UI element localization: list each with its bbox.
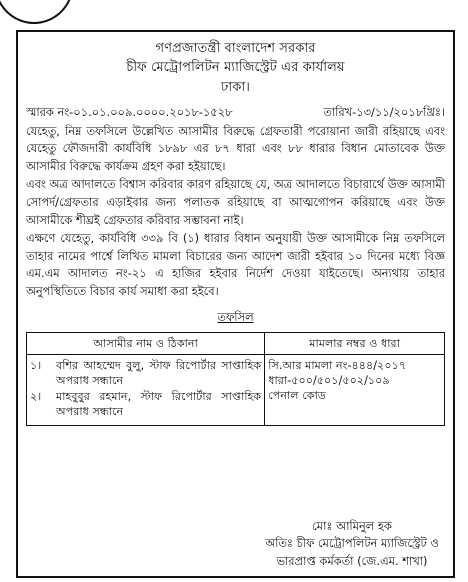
accused-item (30, 358, 261, 388)
court-notice (16, 30, 455, 578)
paragraph-2: এবং অত্র আদালতে বিশ্বাস করিবার কারণ রহিয়াছে যে, অত্র আদালতে বিচারার্থে উক্ত আসামী সোপর্দ/গ্রেফতার এড়াইবার জন্য পলাতক রহিয়াছে বা আত্মগোপন করিয়াছে এবং উক্ত আসামীকে শীঘ্রই গ্রেফতার করিবার সম্ভাবনা নাই। (26, 177, 445, 227)
office-city: ঢাকা। (220, 80, 251, 95)
case-code: পেনাল কোড (268, 389, 327, 403)
case-sections: ধারা-৫০০/৫০১/৫০২/১০৯ (268, 374, 390, 388)
accused-details: বশির আহম্মেদ বুলু, স্টাফ রিপোর্টার সাপ্তাহিক অপরাধ সন্ধানে (56, 359, 262, 388)
memo-line (26, 104, 445, 122)
signatory-name: মোঃ আমিনুল হক (312, 518, 392, 533)
paragraph-1: যেহেতু, নিম্ন তফসিলে উল্লেখিত আসামীর বিরুদ্ধে গ্রেফতারী পরোয়ানা জারী রহিয়াছে এবং যেহেতু ফৌজদারী কার্যবিধি ১৮৯৮ এর ৮৭ ধারা এবং ৮৮ ধারার বিধান মোতাবেক উক্ত আসামীর বিরুদ্ধে কার্যক্রম গ্রহণ করা হইয়াছে। (26, 123, 445, 173)
memo-number: স্মারক নং-০১.০১.০০৯.০০০০.২০১৮-১৫২৮ (26, 105, 233, 119)
office-name: চীফ মেট্রোপলিটন ম্যাজিস্ট্রেট এর কার্যালয় (126, 60, 345, 75)
signatory-title: অতিঃ চীফ মেট্রোপলিটন ম্যাজিস্ট্রেট ও (265, 536, 439, 550)
accused-number: ১। (30, 359, 42, 373)
schedule-heading-text: তফসিল (217, 309, 254, 324)
case-cell (265, 355, 445, 426)
government-name: গণপ্রজাতন্ত্রী বাংলাদেশ সরকার (155, 41, 316, 56)
case-number: সি.আর মামলা নং-৪৪৪/২০১৭ (268, 359, 407, 373)
column-header-accused: আসামীর নাম ও ঠিকানা (27, 333, 265, 355)
signature-block (261, 518, 443, 571)
column-header-case: মামলার নম্বর ও ধারা (265, 333, 445, 355)
accused-item (30, 389, 261, 419)
schedule-heading (26, 309, 445, 327)
table-header-row (27, 333, 445, 355)
table-row (27, 355, 445, 426)
signatory-office: ভারপ্রাপ্ত কর্মকর্তা (জে.এম. শাখা) (276, 553, 428, 568)
paragraph-3: এক্ষণে যেহেতু, কার্যবিধি ৩৩৯ বি (১) ধারার বিধান অনুযায়ী উক্ত আসামীকে নিম্ন তফসিলে তাহার নামের পার্শ্বে লিখিত মামলা বিচারের জন্য আদেশ জারী হইবার ১০ দিনের মধ্যে বিজ্ঞ এম.এম আদালত নং-২১ এ হাজির হইবার নির্দেশ দেওয়া যাইতেছে। অন্যথায় তাহার অনুপস্থিতিতে বিচার কার্য সমাধা করা হইবে। (26, 231, 445, 298)
accused-details: মাহবুবুর রহমান, স্টাফ রিপোর্টার সাপ্তাহিক অপরাধ সন্ধানে (56, 390, 262, 419)
decorative-arc (0, 0, 74, 24)
schedule-table (26, 332, 445, 426)
notice-header (26, 40, 445, 99)
accused-number: ২। (30, 390, 42, 404)
accused-cell (27, 355, 265, 426)
memo-date: তারিখ-১৩/১১/২০১৮খ্রিঃ। (323, 105, 445, 119)
